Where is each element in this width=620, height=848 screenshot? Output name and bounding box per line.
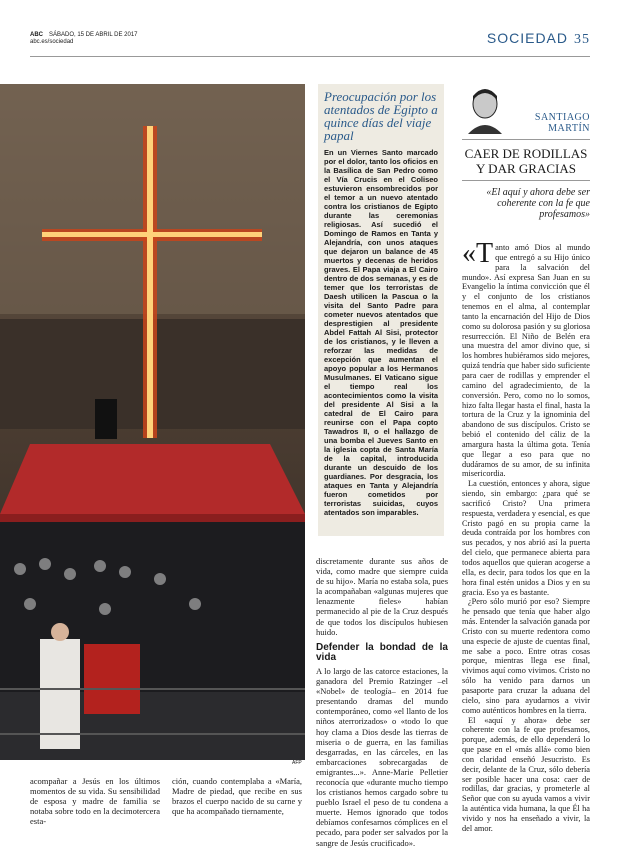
header-meta [30, 32, 138, 46]
article-middle-column [316, 556, 448, 848]
article-bottom-column-2 [172, 776, 302, 816]
via-crucis-photo [0, 84, 305, 760]
author-last-name: MARTÍN [548, 123, 590, 134]
article-paragraph: acompañar a Jesús en los últimos momentos de su vida. Su sensibilidad de esposa y madre de familia se notaba sobre todo en la decimotercera esta- [30, 776, 160, 827]
brand-name: ABC [30, 32, 43, 38]
article-paragraph: discretamente durante sus años de vida, como madre que siempre cuida de su hijo». María no estaba sola, pues la acompañaban «algunas mujeres que lenazmente fieles» habían permanecido al pie de la Cruz después de que todos los discípulos hubiesen huido. [316, 556, 448, 637]
opinion-pull-quote: «El aquí y ahora debe ser coherente con la fe que profesamos» [486, 187, 590, 220]
header-rule [30, 56, 590, 57]
author-first-name: SANTIAGO [534, 112, 590, 123]
article-paragraph: ción, cuando contemplaba a «María, Madre de piedad, que recibe en sus brazos el cuerpo nacido de su carne y que ha acompañado tiernamente, [172, 776, 302, 817]
article-subheading: Defender la bondad de la vida [316, 641, 448, 663]
opinion-column [462, 238, 590, 834]
sidebar-body: En un Viernes Santo marcado por el dolor, tanto los oficios en la Basílica de San Pedro como el Vía Crucis en el Coliseo estuvieron ensombrecidos por el temor a un nuevo atentado contra los cristianos de Egipto durante las ceremonias religiosas. Así sucedió el Domingo de Ramos en Tanta y Alejandría, con unos ataques que dejaron un balance de 45 muertos y decenas de heridos graves. El Papa viaja a El Cairo dentro de dos semanas, y es de temer que los terroristas de Daesh utilicen la Pascua o la visita del Santo Padre para cometer nuevos atentados que desprestigien al presidente Abdel Fattah Al Sisi, protector de los cristianos, y le lleven a reforzar las medidas de excepción que aumentan el apoyo popular a los Hermanos Musulmanes. El Vaticano sigue el tiempo real los acontecimientos como la visita del presidente Al Sisi a la catedral de El Cairo para reunirse con el Papa copto Tawadros II, o el hallazgo de una bomba el Jueves Santo en la iglesia copta de Santa María de la capital, introducida durante un descuido de los guardianes. Por desgracia, los ataques en Tanta y Alejandría fueron cometidos por terroristas suicidas, cuyos atentados son imparables. [324, 148, 438, 517]
article-paragraph: A lo largo de las catorce estaciones, la ganadora del Premio Ratzinger –el «Nobel» de teología– en 2014 fue presentando dramas del mundo contemporáneo, como «el llanto de los niños aterrorizados» o «todo lo que hoy clama a Dios desde las tierras de miseria o de guerra, en las familias desgarradas, en las cárceles, en las embarcaciones sobrecargadas de emigrantes...». Anne-Marie Pelletier reconocía que «durante mucho tiempo los cristianos hemos cargado sobre tu pueblo Israel el peso de tu condena a muerte. Hemos ignorado que todos debíamos confesarnos cómplices en el pecado, para poder ser salvados por la sangre de Jesús crucificado». [316, 665, 448, 848]
drop-cap: «T [462, 238, 494, 269]
author-avatar [464, 86, 506, 134]
opinion-paragraph: La cuestión, entonces y ahora, sigue siendo, sin embargo: ¿para qué se sacrificó Cristo? Una primera respuesta, verdadera y esencial, es que Cristo pagó en su propia carne la deuda contraída por los hombres con sus pecados, y nos abrió así la puerta del cielo, que permanece abierta para todos aquellos que quieran acogerse a ella, es decir, para todos los que en la hora final estén unidos a Dios y en su gracia. Eso ya es bastante. [462, 479, 590, 597]
opinion-paragraph: El «aquí y ahora» debe ser coherente con la fe que profesamos, porque, además, de ello dependerá lo que pase en el «más allá» como bien con claridad enseñó Jesucristo. Es decir, delante de la Cruz, sólo debería ser posible hacer una cosa: caer de rodillas, dar gracias, y prometerle al Señor que con su ayuda vamos a vivir la auténtica vida humana, la que Él ha vivido y nos ha enseñado a vivir, la del amor. [462, 715, 590, 833]
photo-credit: AFP [292, 760, 302, 766]
opinion-title: CAER DE RODILLAS Y DAR GRACIAS [464, 146, 588, 176]
opinion-paragraph [462, 238, 590, 479]
sidebar-title: Preocupación por los atentados de Egipto a quince días del viaje papal [324, 89, 438, 143]
sidebar-box [318, 84, 444, 536]
photo-illustration [0, 84, 305, 760]
opinion-rule [462, 180, 590, 181]
page-number: 35 [574, 32, 590, 47]
header-website[interactable]: abc.es/sociedad [30, 39, 74, 45]
page-header [30, 30, 590, 56]
article-bottom-column-1 [30, 776, 160, 826]
section-label [487, 30, 590, 48]
opinion-paragraph: ¿Pero sólo murió por eso? Siempre he pensado que tenía que haber algo más. Entender la salvación ganada por Cristo con su muerte redentora como una especie de ajuste de cuentas final, me sabe a poco. Entre otras cosas porque, mientras llega ese final, vivimos aquí como vivimos. Cristo no sólo ha venido para darnos un pasaporte para cruzar la aduana del cielo, sino para ayudarnos a vivir como auténticos hombres en la tierra. [462, 597, 590, 715]
header-date: SÁBADO, 15 DE ABRIL DE 2017 [49, 32, 138, 38]
opinion-text: anto amó Dios al mundo que entregó a su Hijo único para la salvación del mundo». Así expresa San Juan en su Evangelio la íntima convicción que él y el conjunto de los cristianos tenemos en el alma, al contemplar tanto la encarnación del Hijo de Dios como su dolorosa pasión y su gloriosa resurrección. El Niño de Belén era una muestra del amor divino que, si los hombres hubiéramos sido mejores, quizá tendría que haber sido suficiente para caer de rodillas y emprender el camino del agradecimiento, de la conversión. Pero, como no lo somos, hizo falta llegar hasta el final, hasta la tortura de la Cruz y la ignominia del abandono de sus discípulos. Cristo se bebió el contenido del cáliz de la amargura hasta la última gota. Tenía que llegar a eso para que no dudáramos de su amor, de su infinita misericordia. [462, 243, 590, 479]
section-name: SOCIEDAD [486, 30, 568, 46]
author-name [535, 112, 590, 134]
author-block [462, 84, 590, 140]
